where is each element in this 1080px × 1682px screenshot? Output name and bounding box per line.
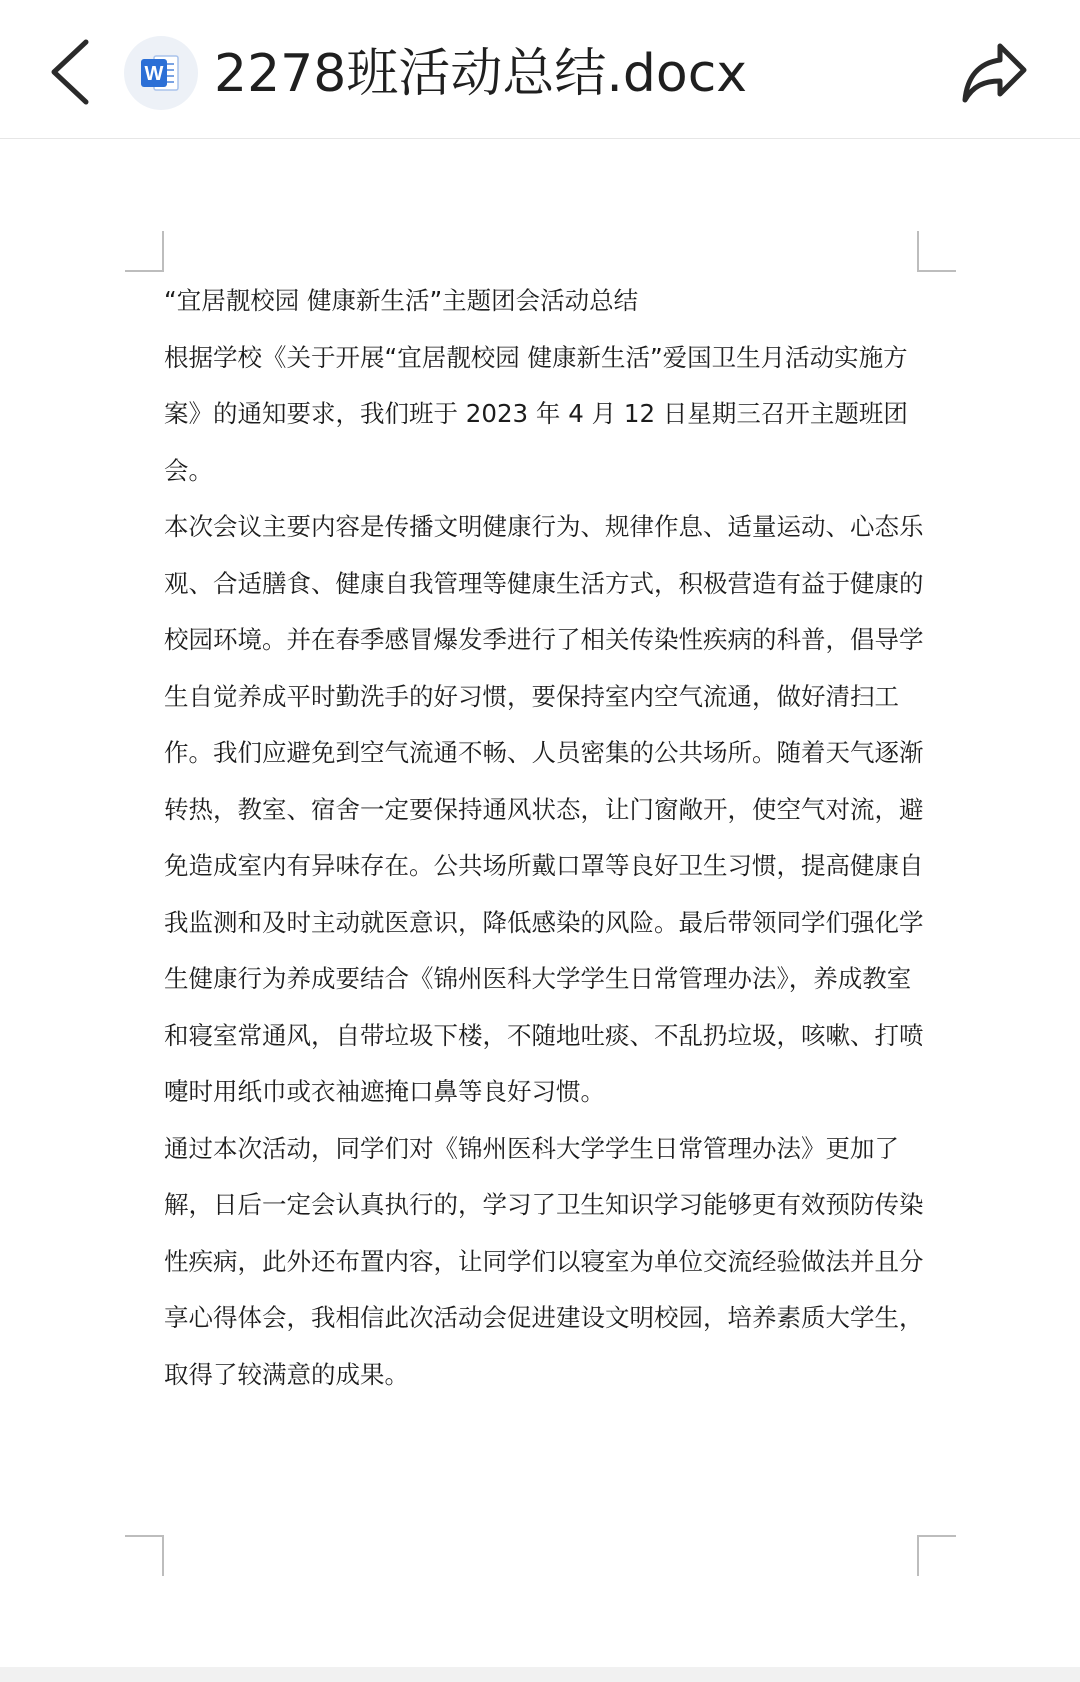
paragraph-2: 本次会议主要内容是传播文明健康行为、规律作息、适量运动、心态乐观、合适膳食、健康自我管理等健康生活方式，积极营造有益于健康的校园环境。并在春季感冒爆发季进行了相关传染性疾病的科普，倡导学生自觉养成平时勤洗手的好习惯，要保持室内空气流通，做好清扫工作。我们应避免到空气流通不畅、人员密集的公共场所。随着天气逐渐转热，教室、宿舍一定要保持通风状态，让门窗敞开，使空气对流，避免造成室内有异味存在。公共场所戴口罩等良好卫生习惯，提高健康自我监测和及时主动就医意识，降低感染的风险。最后带领同学们强化学生健康行为养成要结合《锦州医科大学学生日常管理办法》，养成教室和寝室常通风，自带垃圾下楼，不随地吐痰、不乱扔垃圾，咳嗽、打喷嚏时用纸巾或衣袖遮掩口鼻等良好习惯。 [164,512,924,1106]
file-title: 2278班活动总结.docx [214,44,748,104]
corner-mark-bottom-right [916,1534,956,1576]
paragraph-3: 通过本次活动，同学们对《锦州医科大学学生日常管理办法》更加了解，日后一定会认真执行的，学习了卫生知识学习能够更有效预防传染性疾病，此外还布置内容，让同学们以寝室为单位交流经验做法并且分享心得体会，我相信此次活动会促进建设文明校园，培养素质大学生，取得了较满意的成果。 [164,1133,924,1389]
corner-mark-top-left [125,231,165,273]
chevron-left-icon[interactable] [44,36,98,108]
document-title: “宜居靓校园 健康新生活”主题团会活动总结 [164,286,639,315]
app-header [0,0,1080,139]
word-doc-icon [124,36,198,110]
document-body [164,273,924,1403]
corner-mark-top-right [916,231,956,273]
share-arrow-icon[interactable] [960,40,1030,106]
document-page[interactable] [0,139,1080,1667]
bottom-bar [0,1667,1080,1682]
svg-text:W: W [144,63,164,85]
paragraph-1: 根据学校《关于开展“宜居靓校园 健康新生活”爱国卫生月活动实施方案》的通知要求，我们班于 2023 年 4 月 12 日星期三召开主题班团会。 [164,342,908,485]
corner-mark-bottom-left [125,1534,165,1576]
